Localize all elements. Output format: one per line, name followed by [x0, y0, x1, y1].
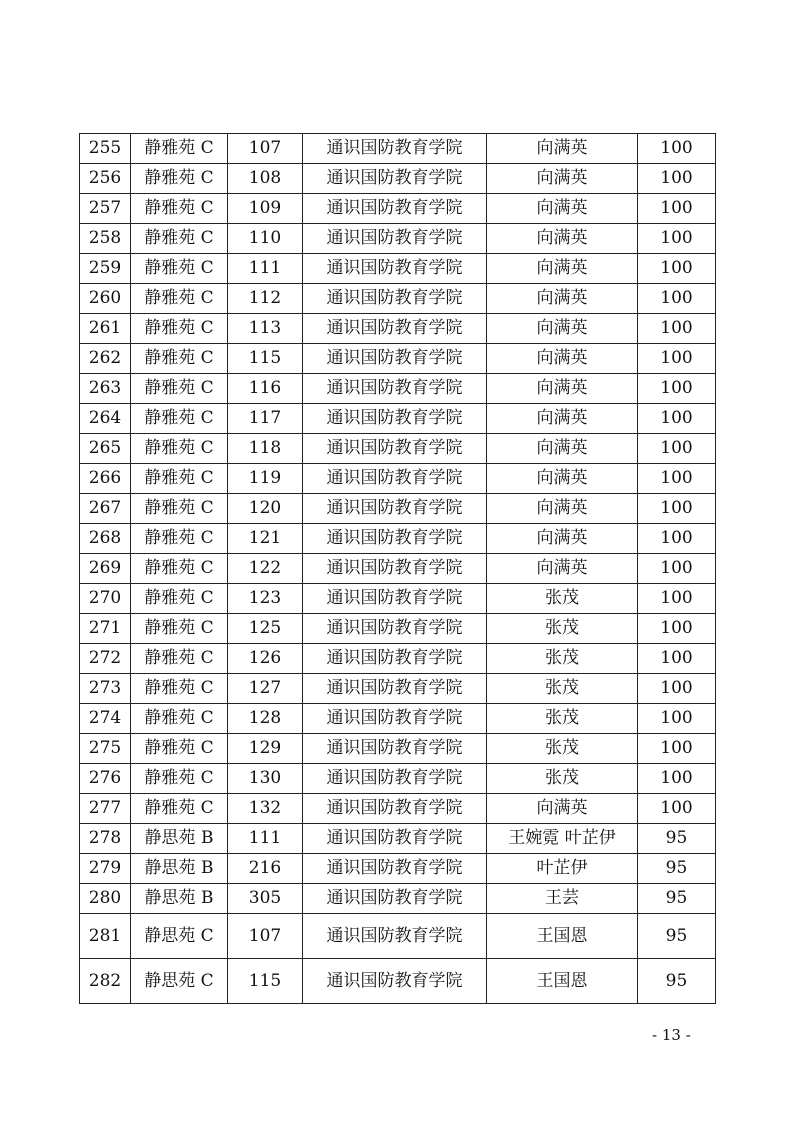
cell-teacher: 向满英: [487, 134, 638, 164]
cell-college: 通识国防教育学院: [303, 704, 487, 734]
cell-number: 274: [80, 704, 131, 734]
cell-teacher: 张茂: [487, 734, 638, 764]
cell-score: 95: [638, 959, 716, 1004]
cell-college: 通识国防教育学院: [303, 644, 487, 674]
cell-college: 通识国防教育学院: [303, 314, 487, 344]
cell-number: 280: [80, 884, 131, 914]
table-row: [80, 854, 716, 884]
cell-college: 通识国防教育学院: [303, 284, 487, 314]
table-row: [80, 584, 716, 614]
cell-score: 95: [638, 854, 716, 884]
cell-college: 通识国防教育学院: [303, 374, 487, 404]
cell-number: 281: [80, 914, 131, 959]
cell-college: 通识国防教育学院: [303, 734, 487, 764]
table-row: [80, 884, 716, 914]
cell-room: 112: [228, 284, 303, 314]
cell-number: 270: [80, 584, 131, 614]
cell-building: 静雅苑 C: [131, 734, 228, 764]
table-row: [80, 614, 716, 644]
table-row: [80, 314, 716, 344]
cell-building: 静思苑 C: [131, 959, 228, 1004]
cell-teacher: 王国恩: [487, 914, 638, 959]
cell-room: 305: [228, 884, 303, 914]
cell-building: 静雅苑 C: [131, 164, 228, 194]
table-row: [80, 134, 716, 164]
cell-college: 通识国防教育学院: [303, 524, 487, 554]
cell-room: 128: [228, 704, 303, 734]
cell-college: 通识国防教育学院: [303, 614, 487, 644]
cell-room: 122: [228, 554, 303, 584]
cell-teacher: 张茂: [487, 614, 638, 644]
cell-room: 107: [228, 134, 303, 164]
cell-room: 113: [228, 314, 303, 344]
cell-score: 100: [638, 584, 716, 614]
cell-college: 通识国防教育学院: [303, 464, 487, 494]
cell-room: 115: [228, 959, 303, 1004]
cell-number: 255: [80, 134, 131, 164]
cell-teacher: 向满英: [487, 524, 638, 554]
table-row: [80, 524, 716, 554]
cell-building: 静雅苑 C: [131, 134, 228, 164]
table-row: [80, 194, 716, 224]
cell-room: 107: [228, 914, 303, 959]
table-row: [80, 254, 716, 284]
cell-building: 静雅苑 C: [131, 284, 228, 314]
table-row: [80, 734, 716, 764]
cell-score: 100: [638, 374, 716, 404]
cell-teacher: 向满英: [487, 794, 638, 824]
cell-teacher: 张茂: [487, 764, 638, 794]
cell-teacher: 向满英: [487, 254, 638, 284]
cell-score: 100: [638, 404, 716, 434]
cell-room: 121: [228, 524, 303, 554]
cell-college: 通识国防教育学院: [303, 914, 487, 959]
cell-building: 静雅苑 C: [131, 194, 228, 224]
cell-score: 100: [638, 194, 716, 224]
cell-college: 通识国防教育学院: [303, 164, 487, 194]
cell-building: 静思苑 B: [131, 854, 228, 884]
cell-building: 静雅苑 C: [131, 374, 228, 404]
cell-college: 通识国防教育学院: [303, 434, 487, 464]
cell-number: 273: [80, 674, 131, 704]
cell-number: 265: [80, 434, 131, 464]
table-row: [80, 494, 716, 524]
cell-room: 109: [228, 194, 303, 224]
cell-college: 通识国防教育学院: [303, 494, 487, 524]
table-row: [80, 914, 716, 959]
cell-number: 266: [80, 464, 131, 494]
table-row: [80, 374, 716, 404]
cell-number: 269: [80, 554, 131, 584]
cell-college: 通识国防教育学院: [303, 554, 487, 584]
cell-number: 262: [80, 344, 131, 374]
table-row: [80, 554, 716, 584]
cell-number: 279: [80, 854, 131, 884]
cell-teacher: 向满英: [487, 314, 638, 344]
table-row: [80, 164, 716, 194]
cell-room: 216: [228, 854, 303, 884]
cell-number: 263: [80, 374, 131, 404]
cell-room: 111: [228, 254, 303, 284]
cell-room: 126: [228, 644, 303, 674]
cell-building: 静雅苑 C: [131, 224, 228, 254]
cell-number: 256: [80, 164, 131, 194]
cell-room: 120: [228, 494, 303, 524]
cell-score: 95: [638, 884, 716, 914]
cell-score: 100: [638, 134, 716, 164]
cell-score: 100: [638, 164, 716, 194]
cell-college: 通识国防教育学院: [303, 884, 487, 914]
cell-number: 277: [80, 794, 131, 824]
cell-building: 静雅苑 C: [131, 434, 228, 464]
cell-building: 静雅苑 C: [131, 494, 228, 524]
table-row: [80, 704, 716, 734]
cell-score: 100: [638, 644, 716, 674]
cell-building: 静雅苑 C: [131, 764, 228, 794]
cell-teacher: 向满英: [487, 164, 638, 194]
cell-building: 静思苑 B: [131, 884, 228, 914]
cell-number: 276: [80, 764, 131, 794]
cell-building: 静雅苑 C: [131, 344, 228, 374]
cell-room: 129: [228, 734, 303, 764]
dormitory-score-table: [79, 133, 716, 1004]
cell-building: 静雅苑 C: [131, 404, 228, 434]
cell-teacher: 向满英: [487, 554, 638, 584]
cell-number: 259: [80, 254, 131, 284]
cell-college: 通识国防教育学院: [303, 224, 487, 254]
cell-score: 100: [638, 224, 716, 254]
cell-room: 118: [228, 434, 303, 464]
cell-teacher: 王婉霓 叶芷伊: [487, 824, 638, 854]
cell-score: 95: [638, 914, 716, 959]
cell-teacher: 向满英: [487, 374, 638, 404]
cell-number: 258: [80, 224, 131, 254]
cell-teacher: 向满英: [487, 464, 638, 494]
cell-room: 132: [228, 794, 303, 824]
cell-room: 119: [228, 464, 303, 494]
cell-score: 100: [638, 764, 716, 794]
cell-number: 275: [80, 734, 131, 764]
cell-number: 282: [80, 959, 131, 1004]
cell-room: 116: [228, 374, 303, 404]
cell-building: 静雅苑 C: [131, 524, 228, 554]
cell-score: 100: [638, 674, 716, 704]
cell-room: 125: [228, 614, 303, 644]
table-row: [80, 644, 716, 674]
cell-teacher: 王国恩: [487, 959, 638, 1004]
cell-college: 通识国防教育学院: [303, 764, 487, 794]
cell-college: 通识国防教育学院: [303, 344, 487, 374]
cell-score: 100: [638, 734, 716, 764]
cell-building: 静雅苑 C: [131, 464, 228, 494]
cell-score: 100: [638, 434, 716, 464]
cell-teacher: 叶芷伊: [487, 854, 638, 884]
cell-college: 通识国防教育学院: [303, 194, 487, 224]
cell-building: 静雅苑 C: [131, 704, 228, 734]
cell-college: 通识国防教育学院: [303, 254, 487, 284]
cell-college: 通识国防教育学院: [303, 584, 487, 614]
cell-room: 115: [228, 344, 303, 374]
cell-teacher: 向满英: [487, 494, 638, 524]
cell-room: 110: [228, 224, 303, 254]
cell-score: 100: [638, 524, 716, 554]
cell-teacher: 向满英: [487, 194, 638, 224]
table-row: [80, 404, 716, 434]
cell-teacher: 向满英: [487, 404, 638, 434]
table-row: [80, 224, 716, 254]
cell-number: 278: [80, 824, 131, 854]
cell-teacher: 张茂: [487, 584, 638, 614]
cell-building: 静雅苑 C: [131, 254, 228, 284]
cell-teacher: 张茂: [487, 644, 638, 674]
cell-score: 100: [638, 314, 716, 344]
cell-building: 静思苑 B: [131, 824, 228, 854]
cell-teacher: 张茂: [487, 674, 638, 704]
cell-score: 100: [638, 344, 716, 374]
cell-teacher: 王芸: [487, 884, 638, 914]
cell-college: 通识国防教育学院: [303, 794, 487, 824]
cell-score: 100: [638, 614, 716, 644]
cell-room: 130: [228, 764, 303, 794]
cell-score: 100: [638, 704, 716, 734]
cell-number: 260: [80, 284, 131, 314]
cell-college: 通识国防教育学院: [303, 959, 487, 1004]
table-body: [80, 134, 716, 1004]
table-row: [80, 464, 716, 494]
cell-score: 100: [638, 464, 716, 494]
cell-college: 通识国防教育学院: [303, 404, 487, 434]
cell-number: 271: [80, 614, 131, 644]
cell-score: 100: [638, 794, 716, 824]
cell-teacher: 向满英: [487, 224, 638, 254]
cell-room: 127: [228, 674, 303, 704]
cell-building: 静雅苑 C: [131, 314, 228, 344]
cell-building: 静雅苑 C: [131, 674, 228, 704]
cell-college: 通识国防教育学院: [303, 854, 487, 884]
table-row: [80, 284, 716, 314]
cell-score: 100: [638, 554, 716, 584]
cell-building: 静雅苑 C: [131, 644, 228, 674]
cell-number: 267: [80, 494, 131, 524]
page-number: - 13 -: [652, 1026, 691, 1044]
cell-building: 静雅苑 C: [131, 794, 228, 824]
cell-score: 100: [638, 284, 716, 314]
cell-teacher: 向满英: [487, 434, 638, 464]
table-row: [80, 794, 716, 824]
cell-building: 静雅苑 C: [131, 614, 228, 644]
cell-score: 100: [638, 254, 716, 284]
cell-teacher: 向满英: [487, 344, 638, 374]
cell-building: 静雅苑 C: [131, 554, 228, 584]
cell-score: 95: [638, 824, 716, 854]
cell-college: 通识国防教育学院: [303, 674, 487, 704]
cell-college: 通识国防教育学院: [303, 824, 487, 854]
table-row: [80, 344, 716, 374]
table-row: [80, 824, 716, 854]
cell-number: 257: [80, 194, 131, 224]
cell-room: 117: [228, 404, 303, 434]
cell-building: 静雅苑 C: [131, 584, 228, 614]
cell-room: 111: [228, 824, 303, 854]
table-row: [80, 674, 716, 704]
table-row: [80, 764, 716, 794]
cell-number: 268: [80, 524, 131, 554]
cell-building: 静思苑 C: [131, 914, 228, 959]
cell-score: 100: [638, 494, 716, 524]
cell-room: 123: [228, 584, 303, 614]
cell-room: 108: [228, 164, 303, 194]
cell-number: 261: [80, 314, 131, 344]
cell-teacher: 张茂: [487, 704, 638, 734]
cell-teacher: 向满英: [487, 284, 638, 314]
cell-number: 264: [80, 404, 131, 434]
cell-number: 272: [80, 644, 131, 674]
cell-college: 通识国防教育学院: [303, 134, 487, 164]
table-row: [80, 434, 716, 464]
table-row: [80, 959, 716, 1004]
